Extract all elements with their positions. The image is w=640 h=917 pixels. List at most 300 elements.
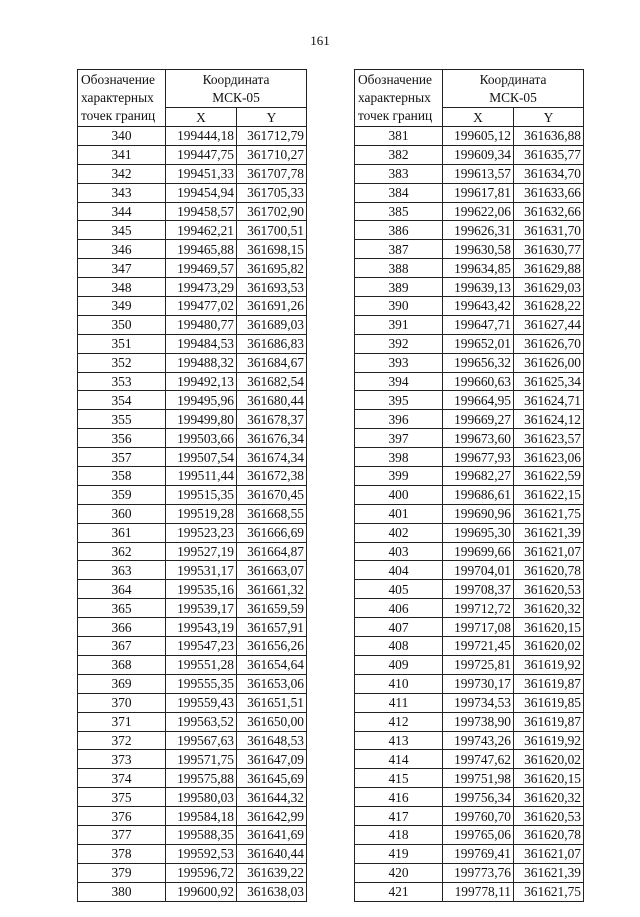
point-id-cell: 389	[355, 278, 443, 297]
point-id-cell: 417	[355, 807, 443, 826]
x-coordinate-cell: 199484,53	[166, 334, 237, 353]
point-id-cell: 350	[78, 315, 166, 334]
point-id-cell: 399	[355, 467, 443, 486]
point-id-cell: 357	[78, 448, 166, 467]
x-coordinate-cell: 199609,34	[443, 145, 514, 164]
y-coordinate-cell: 361668,55	[237, 504, 307, 523]
y-coordinate-cell: 361619,87	[514, 712, 584, 731]
table-row	[355, 825, 584, 844]
y-coordinate-cell: 361626,70	[514, 334, 584, 353]
y-coordinate-cell: 361682,54	[237, 372, 307, 391]
point-id-cell: 347	[78, 259, 166, 278]
point-id-cell: 379	[78, 863, 166, 882]
x-coordinate-cell: 199639,13	[443, 278, 514, 297]
y-coordinate-cell: 361678,37	[237, 410, 307, 429]
point-id-cell: 355	[78, 410, 166, 429]
table-row	[355, 618, 584, 637]
x-coordinate-cell: 199458,57	[166, 202, 237, 221]
header-coordinate	[166, 70, 307, 108]
header-point-id-line: точек границ	[358, 108, 433, 123]
point-id-cell: 341	[78, 145, 166, 164]
point-id-cell: 380	[78, 882, 166, 901]
y-coordinate-cell: 361620,02	[514, 750, 584, 769]
point-id-cell: 413	[355, 731, 443, 750]
point-id-cell: 366	[78, 618, 166, 637]
header-point-id-line: точек границ	[81, 108, 156, 123]
table-row	[78, 769, 307, 788]
point-id-cell: 394	[355, 372, 443, 391]
y-coordinate-cell: 361622,59	[514, 467, 584, 486]
table-row	[355, 391, 584, 410]
table-row	[78, 202, 307, 221]
header-point-id-line: характерных	[358, 90, 431, 105]
x-coordinate-cell: 199596,72	[166, 863, 237, 882]
table-row	[78, 485, 307, 504]
page-number: 161	[310, 33, 330, 48]
table-row	[355, 674, 584, 693]
x-coordinate-cell: 199444,18	[166, 127, 237, 146]
x-coordinate-cell: 199778,11	[443, 882, 514, 901]
y-coordinate-cell: 361633,66	[514, 183, 584, 202]
table-row	[78, 297, 307, 316]
table-row	[355, 278, 584, 297]
x-coordinate-cell: 199773,76	[443, 863, 514, 882]
table-row	[355, 297, 584, 316]
x-coordinate-cell: 199527,19	[166, 542, 237, 561]
y-coordinate-cell: 361619,92	[514, 731, 584, 750]
point-id-cell: 363	[78, 561, 166, 580]
point-id-cell: 395	[355, 391, 443, 410]
table-row	[355, 127, 584, 146]
x-coordinate-cell: 199760,70	[443, 807, 514, 826]
point-id-cell: 386	[355, 221, 443, 240]
y-coordinate-cell: 361629,03	[514, 278, 584, 297]
point-id-cell: 401	[355, 504, 443, 523]
x-coordinate-cell: 199682,27	[443, 467, 514, 486]
y-coordinate-cell: 361620,32	[514, 599, 584, 618]
header-y: Y	[237, 108, 307, 127]
point-id-cell: 348	[78, 278, 166, 297]
x-coordinate-cell: 199600,92	[166, 882, 237, 901]
x-coordinate-cell: 199454,94	[166, 183, 237, 202]
x-coordinate-cell: 199575,88	[166, 769, 237, 788]
x-coordinate-cell: 199503,66	[166, 429, 237, 448]
table-row	[355, 467, 584, 486]
table-row	[78, 467, 307, 486]
point-id-cell: 414	[355, 750, 443, 769]
y-coordinate-cell: 361624,12	[514, 410, 584, 429]
point-id-cell: 353	[78, 372, 166, 391]
y-coordinate-cell: 361624,71	[514, 391, 584, 410]
y-coordinate-cell: 361661,32	[237, 580, 307, 599]
y-coordinate-cell: 361695,82	[237, 259, 307, 278]
table-row	[355, 580, 584, 599]
point-id-cell: 343	[78, 183, 166, 202]
table-body	[355, 127, 584, 902]
point-id-cell: 393	[355, 353, 443, 372]
x-coordinate-cell: 199734,53	[443, 693, 514, 712]
table-row	[78, 504, 307, 523]
y-coordinate-cell: 361663,07	[237, 561, 307, 580]
point-id-cell: 420	[355, 863, 443, 882]
header-point-id-line: Обозначение	[81, 72, 155, 87]
table-row	[78, 599, 307, 618]
table-row	[78, 448, 307, 467]
table-row	[355, 429, 584, 448]
y-coordinate-cell: 361710,27	[237, 145, 307, 164]
header-coordinate-line: МСК-05	[212, 89, 260, 105]
point-id-cell: 402	[355, 523, 443, 542]
table-row	[355, 334, 584, 353]
y-coordinate-cell: 361621,07	[514, 542, 584, 561]
y-coordinate-cell: 361659,59	[237, 599, 307, 618]
y-coordinate-cell: 361620,53	[514, 580, 584, 599]
y-coordinate-cell: 361691,26	[237, 297, 307, 316]
table-row	[78, 731, 307, 750]
y-coordinate-cell: 361635,77	[514, 145, 584, 164]
point-id-cell: 376	[78, 807, 166, 826]
y-coordinate-cell: 361684,67	[237, 353, 307, 372]
x-coordinate-cell: 199477,02	[166, 297, 237, 316]
y-coordinate-cell: 361639,22	[237, 863, 307, 882]
table-row	[78, 221, 307, 240]
y-coordinate-cell: 361619,92	[514, 655, 584, 674]
y-coordinate-cell: 361626,00	[514, 353, 584, 372]
point-id-cell: 378	[78, 844, 166, 863]
x-coordinate-cell: 199495,96	[166, 391, 237, 410]
x-coordinate-cell: 199469,57	[166, 259, 237, 278]
point-id-cell: 375	[78, 788, 166, 807]
y-coordinate-cell: 361654,64	[237, 655, 307, 674]
x-coordinate-cell: 199488,32	[166, 353, 237, 372]
x-coordinate-cell: 199592,53	[166, 844, 237, 863]
x-coordinate-cell: 199743,26	[443, 731, 514, 750]
x-coordinate-cell: 199738,90	[443, 712, 514, 731]
point-id-cell: 406	[355, 599, 443, 618]
y-coordinate-cell: 361636,88	[514, 127, 584, 146]
table-row	[78, 807, 307, 826]
x-coordinate-cell: 199643,42	[443, 297, 514, 316]
table-row	[355, 202, 584, 221]
x-coordinate-cell: 199712,72	[443, 599, 514, 618]
x-coordinate-cell: 199559,43	[166, 693, 237, 712]
y-coordinate-cell: 361645,69	[237, 769, 307, 788]
x-coordinate-cell: 199492,13	[166, 372, 237, 391]
y-coordinate-cell: 361640,44	[237, 844, 307, 863]
y-coordinate-cell: 361625,34	[514, 372, 584, 391]
point-id-cell: 368	[78, 655, 166, 674]
table-row	[355, 259, 584, 278]
point-id-cell: 408	[355, 637, 443, 656]
y-coordinate-cell: 361627,44	[514, 315, 584, 334]
point-id-cell: 421	[355, 882, 443, 901]
table-row	[355, 712, 584, 731]
header-coordinate-line: Координата	[202, 71, 270, 87]
table-row	[78, 278, 307, 297]
x-coordinate-cell: 199511,44	[166, 467, 237, 486]
table-row	[355, 863, 584, 882]
point-id-cell: 382	[355, 145, 443, 164]
x-coordinate-cell: 199584,18	[166, 807, 237, 826]
y-coordinate-cell: 361620,15	[514, 769, 584, 788]
table-row	[78, 655, 307, 674]
y-coordinate-cell: 361705,33	[237, 183, 307, 202]
y-coordinate-cell: 361628,22	[514, 297, 584, 316]
point-id-cell: 345	[78, 221, 166, 240]
y-coordinate-cell: 361650,00	[237, 712, 307, 731]
point-id-cell: 411	[355, 693, 443, 712]
x-coordinate-cell: 199555,35	[166, 674, 237, 693]
y-coordinate-cell: 361623,57	[514, 429, 584, 448]
x-coordinate-cell: 199622,06	[443, 202, 514, 221]
header-point-id	[78, 70, 166, 127]
point-id-cell: 373	[78, 750, 166, 769]
table-row	[78, 127, 307, 146]
table-row	[355, 844, 584, 863]
y-coordinate-cell: 361619,87	[514, 674, 584, 693]
x-coordinate-cell: 199699,66	[443, 542, 514, 561]
table-row	[78, 825, 307, 844]
point-id-cell: 400	[355, 485, 443, 504]
point-id-cell: 356	[78, 429, 166, 448]
point-id-cell: 349	[78, 297, 166, 316]
x-coordinate-cell: 199462,21	[166, 221, 237, 240]
table-row	[78, 391, 307, 410]
point-id-cell: 392	[355, 334, 443, 353]
point-id-cell: 396	[355, 410, 443, 429]
point-id-cell: 351	[78, 334, 166, 353]
y-coordinate-cell: 361656,26	[237, 637, 307, 656]
x-coordinate-cell: 199451,33	[166, 164, 237, 183]
table-row	[355, 750, 584, 769]
y-coordinate-cell: 361621,75	[514, 882, 584, 901]
point-id-cell: 359	[78, 485, 166, 504]
y-coordinate-cell: 361700,51	[237, 221, 307, 240]
y-coordinate-cell: 361689,03	[237, 315, 307, 334]
x-coordinate-cell: 199704,01	[443, 561, 514, 580]
x-coordinate-cell: 199499,80	[166, 410, 237, 429]
x-coordinate-cell: 199605,12	[443, 127, 514, 146]
x-coordinate-cell: 199551,28	[166, 655, 237, 674]
y-coordinate-cell: 361622,15	[514, 485, 584, 504]
table-row	[78, 712, 307, 731]
point-id-cell: 387	[355, 240, 443, 259]
x-coordinate-cell: 199751,98	[443, 769, 514, 788]
x-coordinate-cell: 199567,63	[166, 731, 237, 750]
point-id-cell: 360	[78, 504, 166, 523]
x-coordinate-cell: 199717,08	[443, 618, 514, 637]
header-point-id	[355, 70, 443, 127]
point-id-cell: 340	[78, 127, 166, 146]
x-coordinate-cell: 199480,77	[166, 315, 237, 334]
y-coordinate-cell: 361620,78	[514, 825, 584, 844]
x-coordinate-cell: 199580,03	[166, 788, 237, 807]
table-row	[355, 410, 584, 429]
x-coordinate-cell: 199630,58	[443, 240, 514, 259]
x-coordinate-cell: 199664,95	[443, 391, 514, 410]
table-row	[78, 410, 307, 429]
point-id-cell: 358	[78, 467, 166, 486]
table-row	[78, 183, 307, 202]
x-coordinate-cell: 199747,62	[443, 750, 514, 769]
y-coordinate-cell: 361620,02	[514, 637, 584, 656]
point-id-cell: 383	[355, 164, 443, 183]
table-row	[355, 542, 584, 561]
point-id-cell: 381	[355, 127, 443, 146]
table-row	[78, 882, 307, 901]
header-x: X	[443, 108, 514, 127]
header-coordinate	[443, 70, 584, 108]
x-coordinate-cell: 199515,35	[166, 485, 237, 504]
x-coordinate-cell: 199756,34	[443, 788, 514, 807]
y-coordinate-cell: 361634,70	[514, 164, 584, 183]
x-coordinate-cell: 199647,71	[443, 315, 514, 334]
header-point-id-line: Обозначение	[358, 72, 432, 87]
point-id-cell: 344	[78, 202, 166, 221]
point-id-cell: 369	[78, 674, 166, 693]
header-coordinate-line: Координата	[479, 71, 547, 87]
x-coordinate-cell: 199660,63	[443, 372, 514, 391]
y-coordinate-cell: 361664,87	[237, 542, 307, 561]
table-row	[78, 259, 307, 278]
x-coordinate-cell: 199613,57	[443, 164, 514, 183]
point-id-cell: 342	[78, 164, 166, 183]
table-row	[355, 788, 584, 807]
table-body	[78, 127, 307, 902]
table-row	[355, 164, 584, 183]
x-coordinate-cell: 199673,60	[443, 429, 514, 448]
table-row	[355, 448, 584, 467]
table-row	[78, 523, 307, 542]
y-coordinate-cell: 361653,06	[237, 674, 307, 693]
x-coordinate-cell: 199725,81	[443, 655, 514, 674]
table-row	[78, 693, 307, 712]
x-coordinate-cell: 199535,16	[166, 580, 237, 599]
x-coordinate-cell: 199531,17	[166, 561, 237, 580]
table-row	[78, 750, 307, 769]
y-coordinate-cell: 361620,15	[514, 618, 584, 637]
point-id-cell: 370	[78, 693, 166, 712]
x-coordinate-cell: 199721,45	[443, 637, 514, 656]
y-coordinate-cell: 361621,75	[514, 504, 584, 523]
y-coordinate-cell: 361630,77	[514, 240, 584, 259]
table-row	[78, 372, 307, 391]
x-coordinate-cell: 199677,93	[443, 448, 514, 467]
x-coordinate-cell: 199695,30	[443, 523, 514, 542]
y-coordinate-cell: 361632,66	[514, 202, 584, 221]
y-coordinate-cell: 361644,32	[237, 788, 307, 807]
y-coordinate-cell: 361712,79	[237, 127, 307, 146]
table-row	[355, 372, 584, 391]
point-id-cell: 352	[78, 353, 166, 372]
x-coordinate-cell: 199519,28	[166, 504, 237, 523]
point-id-cell: 346	[78, 240, 166, 259]
x-coordinate-cell: 199543,19	[166, 618, 237, 637]
table-row	[355, 882, 584, 901]
table-row	[78, 561, 307, 580]
x-coordinate-cell: 199617,81	[443, 183, 514, 202]
x-coordinate-cell: 199563,52	[166, 712, 237, 731]
y-coordinate-cell: 361623,06	[514, 448, 584, 467]
y-coordinate-cell: 361620,53	[514, 807, 584, 826]
table-row	[78, 637, 307, 656]
table-row	[355, 655, 584, 674]
x-coordinate-cell: 199652,01	[443, 334, 514, 353]
table-row	[78, 429, 307, 448]
point-id-cell: 361	[78, 523, 166, 542]
x-coordinate-cell: 199465,88	[166, 240, 237, 259]
x-coordinate-cell: 199523,23	[166, 523, 237, 542]
y-coordinate-cell: 361619,85	[514, 693, 584, 712]
header-x: X	[166, 108, 237, 127]
y-coordinate-cell: 361686,83	[237, 334, 307, 353]
x-coordinate-cell: 199708,37	[443, 580, 514, 599]
x-coordinate-cell: 199626,31	[443, 221, 514, 240]
table-row	[355, 731, 584, 750]
y-coordinate-cell: 361648,53	[237, 731, 307, 750]
x-coordinate-cell: 199730,17	[443, 674, 514, 693]
y-coordinate-cell: 361631,70	[514, 221, 584, 240]
point-id-cell: 403	[355, 542, 443, 561]
x-coordinate-cell: 199447,75	[166, 145, 237, 164]
y-coordinate-cell: 361642,99	[237, 807, 307, 826]
x-coordinate-cell: 199656,32	[443, 353, 514, 372]
table-row	[355, 240, 584, 259]
point-id-cell: 377	[78, 825, 166, 844]
table-row	[78, 240, 307, 259]
y-coordinate-cell: 361621,07	[514, 844, 584, 863]
point-id-cell: 385	[355, 202, 443, 221]
y-coordinate-cell: 361676,34	[237, 429, 307, 448]
point-id-cell: 412	[355, 712, 443, 731]
point-id-cell: 354	[78, 391, 166, 410]
point-id-cell: 364	[78, 580, 166, 599]
table-row	[355, 485, 584, 504]
x-coordinate-cell: 199473,29	[166, 278, 237, 297]
table-row	[78, 788, 307, 807]
table-row	[355, 221, 584, 240]
coordinates-table-right	[354, 69, 584, 902]
table-row	[78, 542, 307, 561]
header-coordinate-line: МСК-05	[489, 89, 537, 105]
table-row	[78, 334, 307, 353]
y-coordinate-cell: 361641,69	[237, 825, 307, 844]
point-id-cell: 419	[355, 844, 443, 863]
table-row	[355, 769, 584, 788]
table-row	[78, 844, 307, 863]
point-id-cell: 371	[78, 712, 166, 731]
y-coordinate-cell: 361672,38	[237, 467, 307, 486]
table-row	[78, 164, 307, 183]
table-row	[78, 353, 307, 372]
y-coordinate-cell: 361670,45	[237, 485, 307, 504]
point-id-cell: 365	[78, 599, 166, 618]
header-y: Y	[514, 108, 584, 127]
table-row	[355, 353, 584, 372]
point-id-cell: 398	[355, 448, 443, 467]
table-row	[78, 315, 307, 334]
point-id-cell: 410	[355, 674, 443, 693]
y-coordinate-cell: 361698,15	[237, 240, 307, 259]
point-id-cell: 397	[355, 429, 443, 448]
table-row	[355, 637, 584, 656]
x-coordinate-cell: 199539,17	[166, 599, 237, 618]
table-row	[78, 863, 307, 882]
x-coordinate-cell: 199634,85	[443, 259, 514, 278]
table-row	[355, 523, 584, 542]
y-coordinate-cell: 361647,09	[237, 750, 307, 769]
y-coordinate-cell: 361651,51	[237, 693, 307, 712]
